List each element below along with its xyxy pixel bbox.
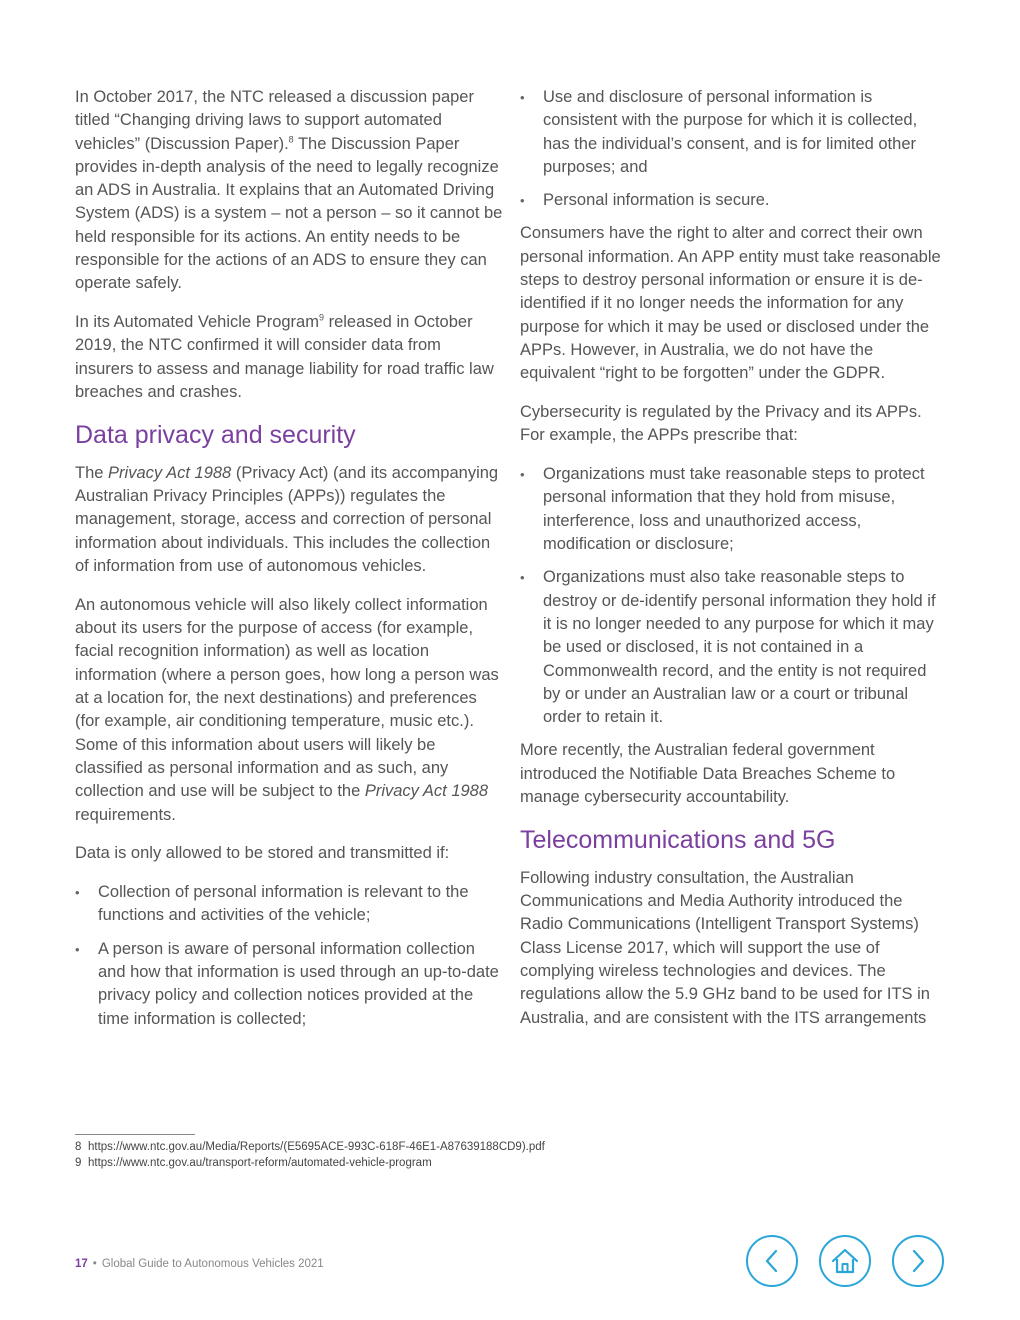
list-item: • Organizations must also take reasonable steps to destroy or de-identify personal information they hold if it is no longer needed to any purpose for which it may be used or disclosed, it is not contained in a Commonwealth record, and the entity is not required by or under an Australian law or a court or tribunal order to retain it. [520, 566, 945, 729]
next-page-button[interactable] [892, 1235, 944, 1287]
footnote-number: 9 [75, 1157, 82, 1169]
paragraph-text: An autonomous vehicle will also likely collect information about its users for the purpose of access (for example, facial recognition information) as well as location information (where a person goes, how long a person was at a location for, the next destinations) and preferences (for example, air conditioning temperature, music etc.). Some of this information about users will likely be classified as personal information and as such, any collection and use will be subject to the [75, 595, 499, 801]
paragraph-notifiable-breaches: More recently, the Australian federal government introduced the Notifiable Data Breaches Scheme to manage cybersecurity accountability. [520, 741, 896, 807]
paragraph-text: The Discussion Paper provides in-depth analysis of the need to legally recognize an ADS in Australia. It explains that an Automated Driving System (ADS) is a system – not a person – so it cannot be held responsible for its actions. An entity needs to be responsible for the actions of an ADS to ensure they can operate safely. [75, 134, 503, 293]
paragraph-text: released in October 2019, the NTC confirmed it will consider data from insurers to assess and manage liability for road traffic law breaches and crashes. [75, 313, 494, 402]
list-item: • Use and disclosure of personal information is consistent with the purpose for which it is collected, has the individual’s consent, and is for limited other purposes; and [520, 86, 945, 179]
bullet-list-use-disclosure [520, 86, 945, 212]
chevron-right-icon [907, 1248, 929, 1274]
paragraph-discussion-paper [75, 86, 503, 296]
home-button[interactable] [819, 1235, 871, 1287]
act-name: Privacy Act 1988 [108, 463, 232, 482]
left-column [75, 86, 503, 1041]
heading-telecommunications: Telecommunications and 5G [520, 825, 836, 854]
paragraph-cybersecurity: Cybersecurity is regulated by the Privacy and its APPs. For example, the APPs prescribe that: [520, 403, 922, 445]
home-icon [830, 1247, 860, 1275]
paragraph-text: (Privacy Act) (and its accompanying Australian Privacy Principles (APPs)) regulates the management, storage, access and correction of personal information about individuals. This includes the collection of information from use of autonomous vehicles. [75, 463, 499, 576]
footnote-ref-8[interactable]: 8 [288, 134, 294, 145]
chevron-left-icon [761, 1248, 783, 1274]
footnote-8 [75, 1139, 955, 1155]
list-item: • Personal information is secure. [520, 189, 945, 212]
list-item: • A person is aware of personal information collection and how that information is used through an up-to-date privacy policy and collection notices provided at the time information is collected; [75, 938, 503, 1031]
footnote-divider [75, 1134, 195, 1135]
right-column [520, 86, 945, 1045]
footnotes [75, 1134, 955, 1171]
paragraph-text: requirements. [75, 805, 176, 824]
paragraph-text: In its Automated Vehicle Program [75, 313, 319, 332]
paragraph-text: The [75, 463, 109, 482]
heading-data-privacy: Data privacy and security [75, 420, 356, 449]
bullet-list-app-prescriptions [520, 463, 945, 729]
previous-page-button[interactable] [746, 1235, 798, 1287]
list-item: • Collection of personal information is relevant to the functions and activities of the vehicle; [75, 881, 503, 928]
footnote-link[interactable]: https://www.ntc.gov.au/Media/Reports/(E5695ACE-993C-618F-46E1-A87639188CD9).pdf [88, 1141, 545, 1153]
paragraph-acma: Following industry consultation, the Australian Communications and Media Authority introduced the Radio Communications (Intelligent Transport Systems) Class License 2017, which will support the use of complying wireless technologies and devices. The regulations allow the 5.9 GHz band to be used for ITS in Australia, and are consistent with the ITS arrangements [520, 868, 930, 1027]
footnote-ref-9[interactable]: 9 [318, 312, 324, 323]
page-number: 17 [75, 1258, 88, 1270]
paragraph-privacy-act [75, 462, 503, 578]
paragraph-vehicle-information [75, 594, 503, 827]
paragraph-automated-vehicle-program [75, 311, 503, 404]
bullet-list-storage-conditions [75, 881, 503, 1031]
paragraph-consumer-rights: Consumers have the right to alter and correct their own personal information. An APP entity must take reasonable steps to destroy personal information or ensure it is de-identified if it no longer needs the information for any purpose for which it may be used or disclosed under the APPs. However, in Australia, we do not have the equivalent “right to be forgotten” under the GDPR. [520, 224, 941, 383]
list-item: • Organizations must take reasonable steps to protect personal information that they hold from misuse, interference, loss and unauthorized access, modification or disclosure; [520, 463, 945, 556]
footer-separator: • [92, 1258, 97, 1270]
footnote-number: 8 [75, 1141, 82, 1153]
footnote-9 [75, 1155, 955, 1171]
page-footer [75, 1258, 324, 1270]
act-name: Privacy Act 1988 [364, 782, 489, 801]
paragraph-text: In October 2017, the NTC released a discussion paper titled “Changing driving laws to support automated vehicles” (Discussion Paper). [75, 88, 474, 153]
footer-title: Global Guide to Autonomous Vehicles 2021 [101, 1258, 324, 1270]
footnote-link[interactable]: https://www.ntc.gov.au/transport-reform/automated-vehicle-program [88, 1157, 432, 1169]
paragraph-data-storage: Data is only allowed to be stored and transmitted if: [75, 844, 450, 863]
